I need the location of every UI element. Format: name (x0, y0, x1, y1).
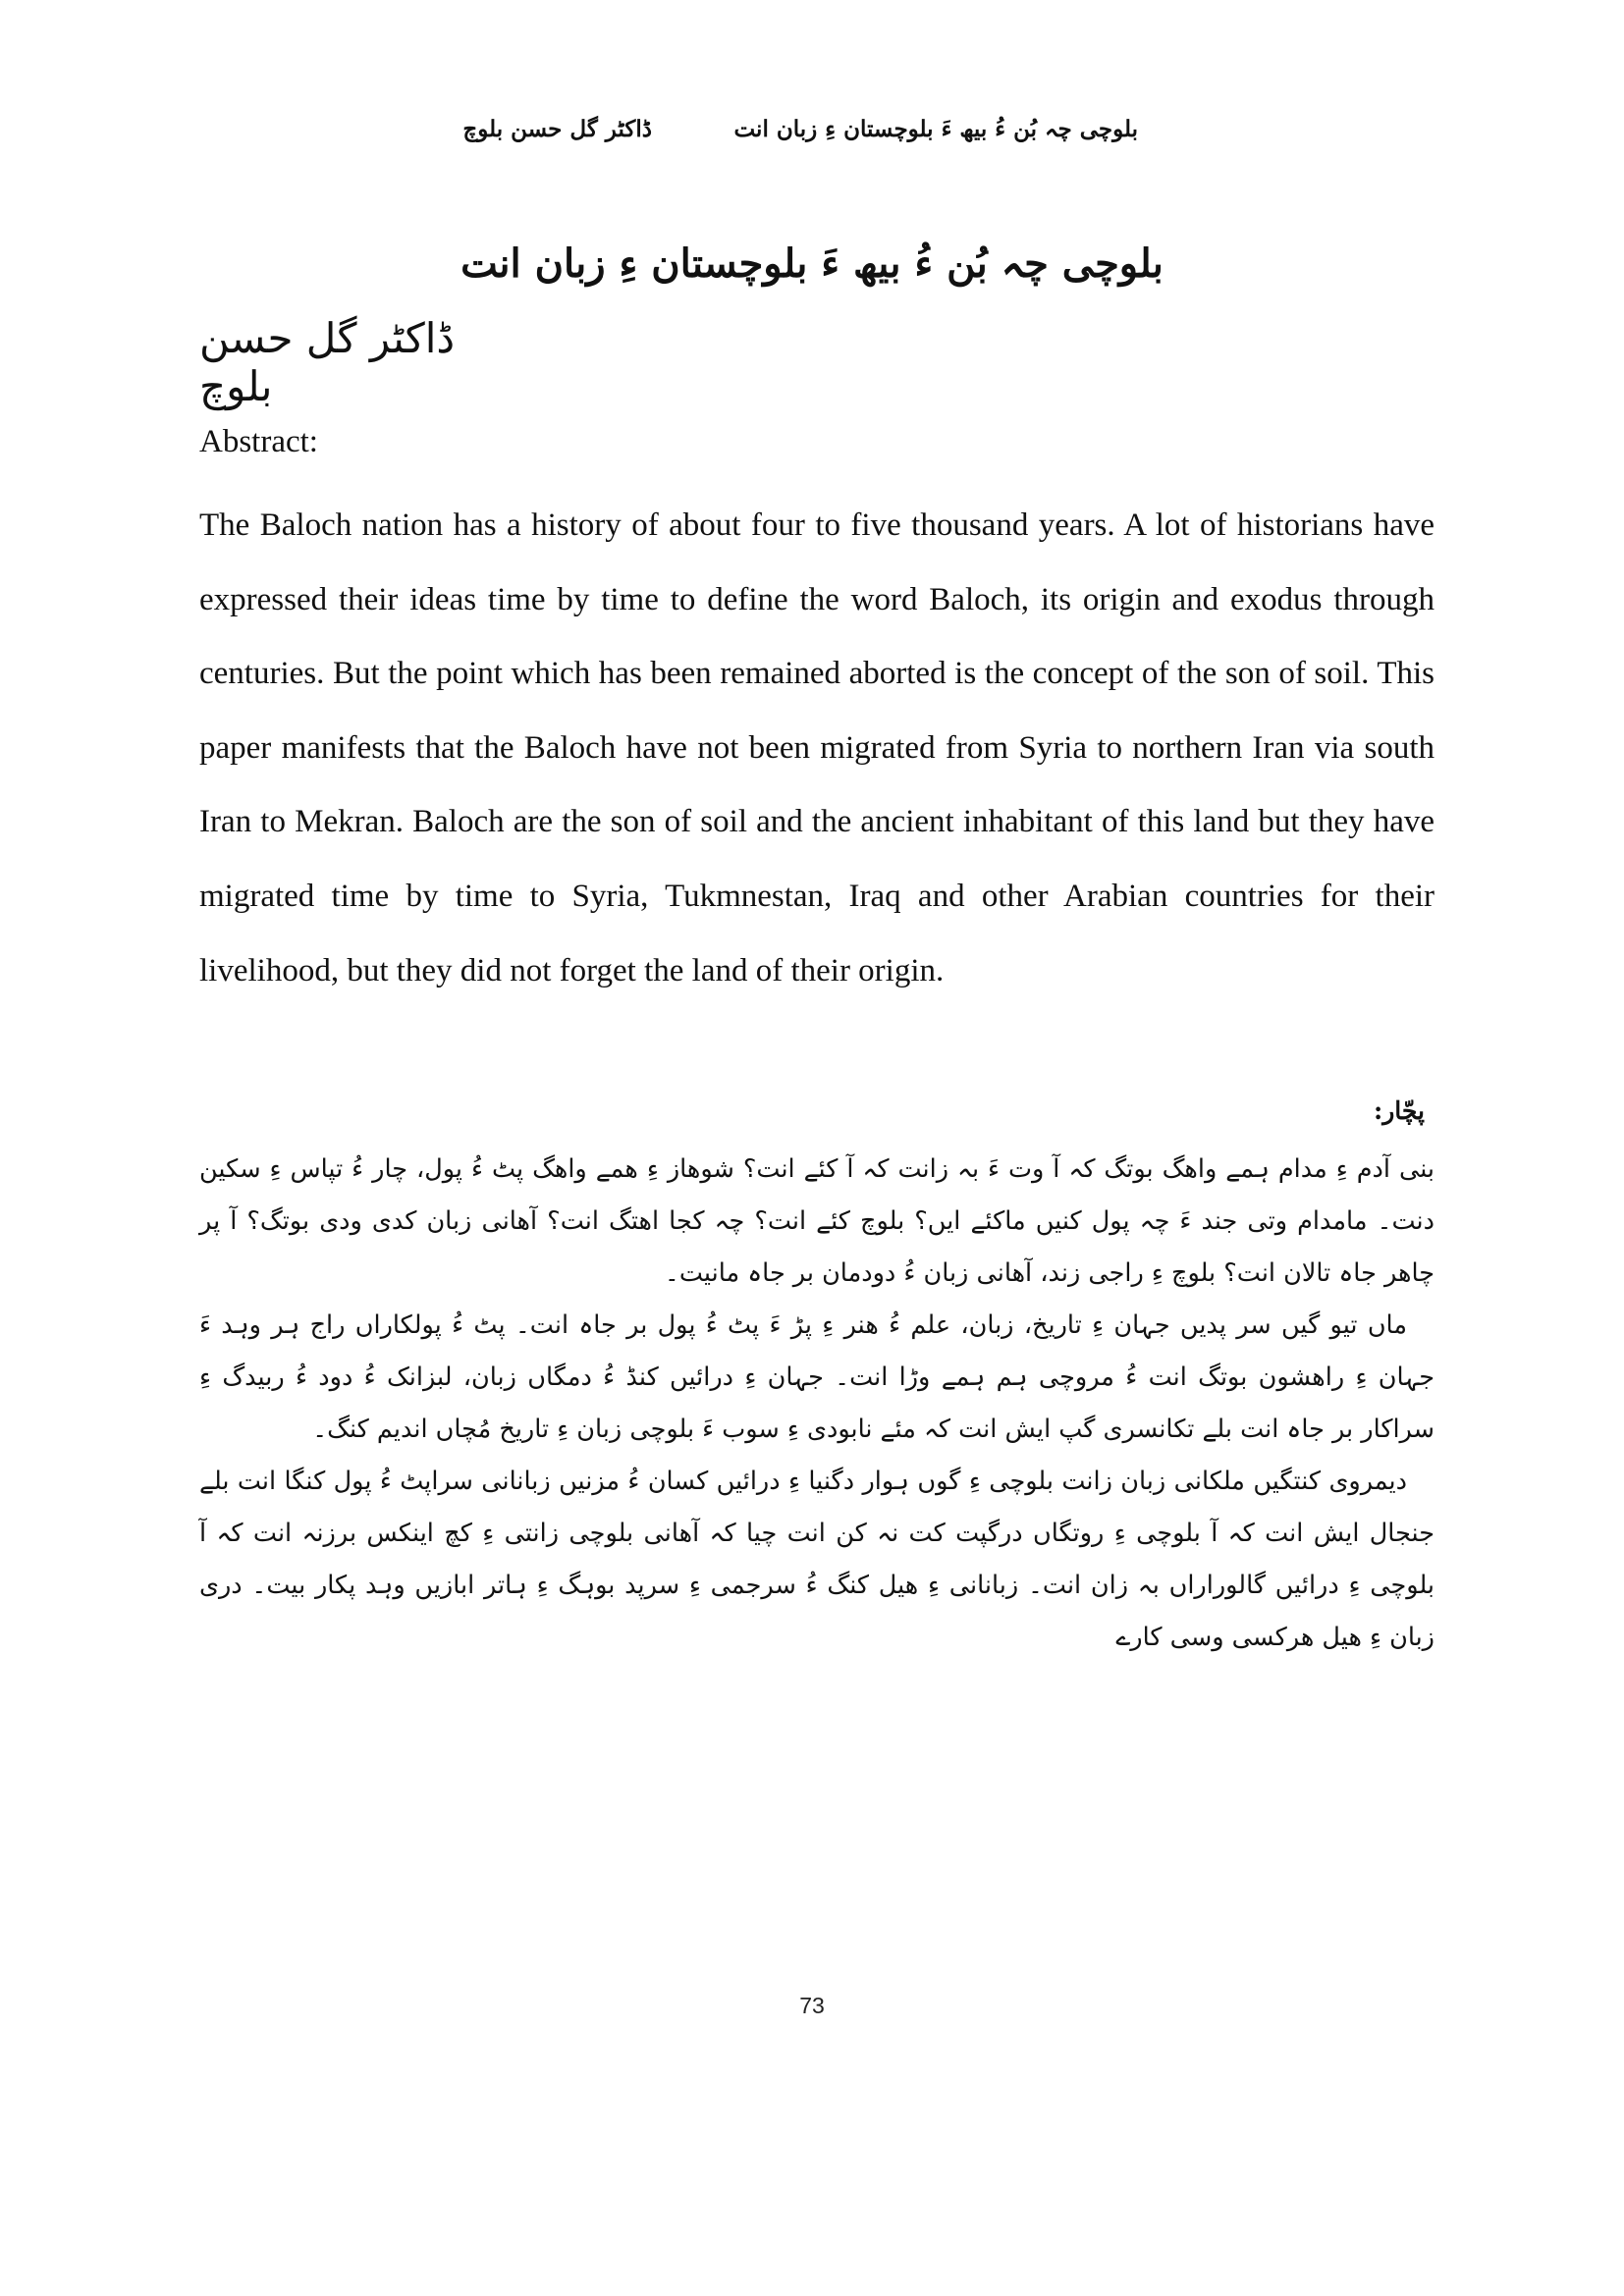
author-name: ڈاکٹر گل حسن بلوچ (199, 314, 456, 410)
body-paragraph: دیمروی کنتگیں ملکانی زبان زانت بلوچی ءِ گوں ہوار دگنیا ءِ درائیں کسان ءُ مزنیں زبانانی سراپٹ ءُ پول کنگا انت بلے جنجال ایش انت کہ آ بلوچی ءِ روتگاں درگپت کت نہ کن انت چیا کہ آھانی بلوچی زانتی ءِ کچ اینکس برزنہ انت کہ آ بلوچی ءِ درائیں گالوراراں بہ زان انت۔ زبانانی ءِ ھیل کنگ ءُ سرجمی ءِ سرپد بوہگ ءِ ہاتر ابازیں وہد پکار بیت۔ دری زبان ءِ ھیل ھرکسی وسی کارے (199, 1467, 1435, 1652)
running-title: بلوچی چہ بُن ءُ بیھ ءَ بلوچستان ءِ زبان انت (733, 116, 1138, 142)
running-author: ڈاکٹر گل حسن بلوچ (462, 116, 652, 142)
abstract-heading: Abstract: (199, 424, 318, 459)
abstract-body: The Baloch nation has a history of about four to five thousand years. A lot of historians have expressed their ideas time by time to define the word Baloch, its origin and exodus through centuries. But the point which has been remained aborted is the concept of the son of soil. This paper manifests that the Baloch have not been migrated from Syria to northern Iran via south Iran to Mekran. Baloch are the son of soil and the ancient inhabitant of this land but they have migrated time by time to Syria, Tukmnestan, Iraq and other Arabian countries for their livelihood, but they did not forget the land of their origin. (199, 507, 1435, 988)
page-number: 73 (799, 1993, 825, 2018)
running-header (0, 116, 1624, 155)
body-paragraph: بنی آدم ءِ مدام ہمے واھگ بوتگ کہ آ وت ءَ بہ زانت کہ آ کئے انت؟ شوھاز ءِ ھمے واھگ پٹ ءُ پول، چار ءُ تپاس ءِ سکین دنت۔ مامدام وتی جند ءَ چہ پول کنیں ماکئے ایں؟ بلوچ کئے انت؟ چہ کجا اھتگ انت؟ آھانی زبان کدی ودی بوتگ؟ آ پر چاھر جاہ تالان انت؟ بلوچ ءِ راجی زند، آھانی زبان ءُ دودمان بر جاہ مانیت۔ (199, 1154, 1435, 1288)
article-title: بلوچی چہ بُن ءُ بیھ ءَ بلوچستان ءِ زبان انت (460, 240, 1164, 287)
intro-heading: پچّار: (1373, 1096, 1425, 1125)
article-body (199, 1144, 1435, 1664)
body-paragraph: ماں تیو گیں سر پدیں جہان ءِ تاریخ، زبان، علم ءُ ھنر ءِ پڑ ءَ پٹ ءُ پول بر جاہ انت۔ پٹ ءُ پولکاراں راج ہر وہد ءَ جہان ءِ راھشون بوتگ انت ءُ مروچی ہم ہمے وڑا انت۔ جہان ءِ درائیں کنڈ ءُ دمگاں زبان، لبزانک ءُ دود ءُ ربیدگ ءِ سراکار بر جاہ انت بلے تکانسری گپ ایش انت کہ مئے نابودی ءِ سوب ءَ بلوچی زبان ءِ تاریخ مُچاں اندیم کنگ۔ (199, 1310, 1435, 1444)
